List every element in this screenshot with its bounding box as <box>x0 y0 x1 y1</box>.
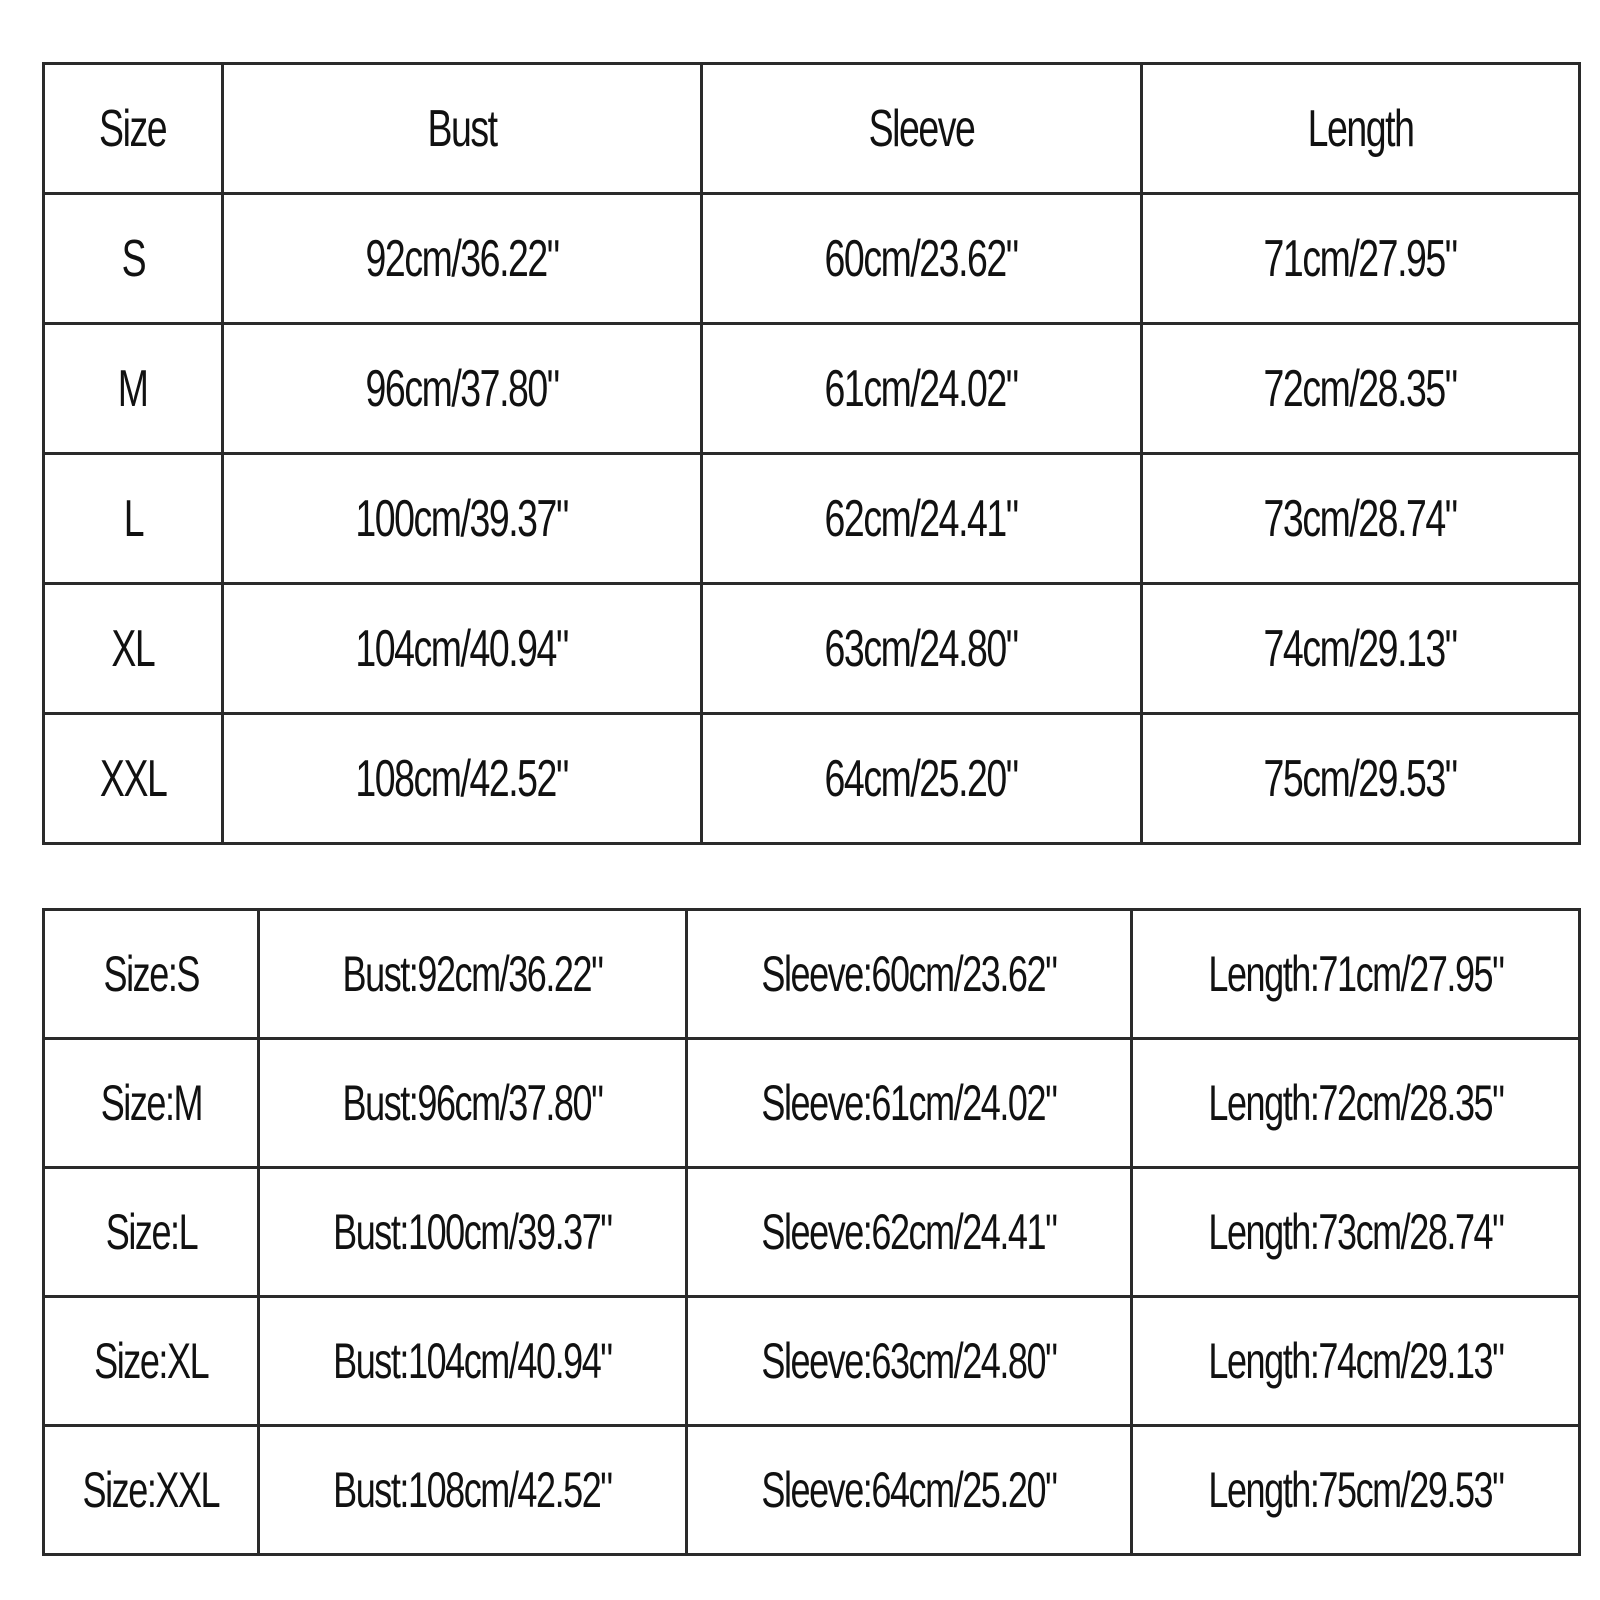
table-header-row <box>44 64 1580 194</box>
table-cell-sleeve: Sleeve:64cm/25.20" <box>687 1426 1132 1555</box>
table-row <box>44 1039 1580 1168</box>
table-cell-bust: Bust:108cm/42.52" <box>259 1426 687 1555</box>
table-cell-length: 73cm/28.74" <box>1142 454 1580 584</box>
table-cell-sleeve: Sleeve:60cm/23.62" <box>687 910 1132 1039</box>
table-cell-length: Length:74cm/29.13" <box>1132 1297 1580 1426</box>
labeled-size-chart-table <box>42 908 1581 1556</box>
size-chart-table <box>42 62 1581 845</box>
table-cell-bust: Bust:104cm/40.94" <box>259 1297 687 1426</box>
table-cell-bust: 108cm/42.52" <box>223 714 702 844</box>
table-row <box>44 1168 1580 1297</box>
table-row <box>44 1297 1580 1426</box>
table-cell-size: Size:S <box>44 910 259 1039</box>
table-cell-length: Length:75cm/29.53" <box>1132 1426 1580 1555</box>
table-row <box>44 714 1580 844</box>
table-cell-length: 72cm/28.35" <box>1142 324 1580 454</box>
table-cell-sleeve: 64cm/25.20" <box>702 714 1142 844</box>
table-cell-sleeve: 60cm/23.62" <box>702 194 1142 324</box>
table-row <box>44 454 1580 584</box>
table-cell-sleeve: Sleeve:61cm/24.02" <box>687 1039 1132 1168</box>
table-cell-size: L <box>44 454 223 584</box>
table-cell-size: Size:XL <box>44 1297 259 1426</box>
table-row <box>44 324 1580 454</box>
table-cell-size: M <box>44 324 223 454</box>
table-cell-length: Length:73cm/28.74" <box>1132 1168 1580 1297</box>
table-cell-bust: Bust:100cm/39.37" <box>259 1168 687 1297</box>
table-cell-size: Size:L <box>44 1168 259 1297</box>
header-cell-sleeve: Sleeve <box>702 64 1142 194</box>
header-cell-length: Length <box>1142 64 1580 194</box>
table-cell-bust: Bust:96cm/37.80" <box>259 1039 687 1168</box>
table-cell-size: S <box>44 194 223 324</box>
table-cell-sleeve: 63cm/24.80" <box>702 584 1142 714</box>
header-cell-size: Size <box>44 64 223 194</box>
table-cell-size: Size:XXL <box>44 1426 259 1555</box>
table-row <box>44 1426 1580 1555</box>
table-cell-sleeve: 62cm/24.41" <box>702 454 1142 584</box>
header-cell-bust: Bust <box>223 64 702 194</box>
table-cell-size: XXL <box>44 714 223 844</box>
table-cell-length: 71cm/27.95" <box>1142 194 1580 324</box>
table-cell-sleeve: Sleeve:62cm/24.41" <box>687 1168 1132 1297</box>
table-cell-bust: 104cm/40.94" <box>223 584 702 714</box>
table-cell-size: XL <box>44 584 223 714</box>
table-cell-sleeve: Sleeve:63cm/24.80" <box>687 1297 1132 1426</box>
table-cell-length: 75cm/29.53" <box>1142 714 1580 844</box>
table-cell-bust: 100cm/39.37" <box>223 454 702 584</box>
table-cell-length: Length:71cm/27.95" <box>1132 910 1580 1039</box>
table-cell-size: Size:M <box>44 1039 259 1168</box>
table-cell-bust: 96cm/37.80" <box>223 324 702 454</box>
table-row <box>44 910 1580 1039</box>
table-cell-length: 74cm/29.13" <box>1142 584 1580 714</box>
table-row <box>44 584 1580 714</box>
table-row <box>44 194 1580 324</box>
table-cell-length: Length:72cm/28.35" <box>1132 1039 1580 1168</box>
table-cell-bust: Bust:92cm/36.22" <box>259 910 687 1039</box>
table-cell-sleeve: 61cm/24.02" <box>702 324 1142 454</box>
table-cell-bust: 92cm/36.22" <box>223 194 702 324</box>
